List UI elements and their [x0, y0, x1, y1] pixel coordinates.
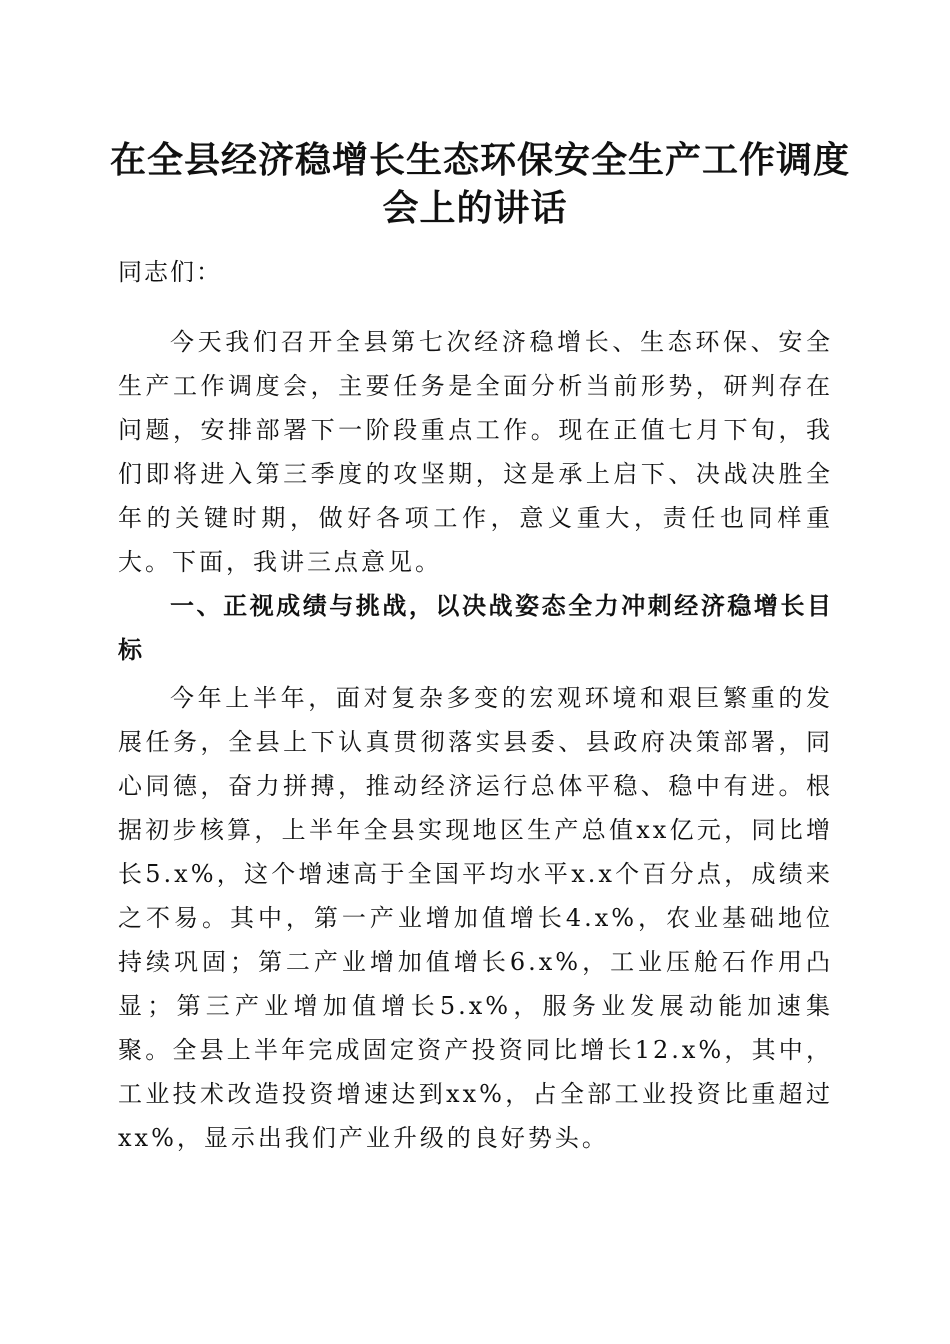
document-title-line2: 会上的讲话 — [382, 187, 568, 229]
paragraph-intro: 今天我们召开全县第七次经济稳增长、生态环保、安全生产工作调度会，主要任务是全面分析当前形势，研判存在问题，安排部署下一阶段重点工作。现在正值七月下旬，我们即将进入第三季度的攻坚期，这是承上启下、决战决胜全年的关键时期，做好各项工作，意义重大，责任也同样重大。下面，我讲三点意见。 — [118, 328, 833, 576]
section-heading-1: 一、正视成绩与挑战，以决战姿态全力冲刺经济稳增长目标 — [118, 591, 833, 664]
paragraph-achievements: 今年上半年，面对复杂多变的宏观环境和艰巨繁重的发展任务，全县上下认真贯彻落实县委、县政府决策部署，同心同德，奋力拼搏，推动经济运行总体平稳、稳中有进。根据初步核算，上半年全县实现地区生产总值xx亿元，同比增长5.x%，这个增速高于全国平均水平x.x个百分点，成绩来之不易。其中，第一产业增加值增长4.x%，农业基础地位持续巩固；第二产业增加值增长6.x%，工业压舱石作用凸显；第三产业增加值增长5.x%，服务业发展动能加速集聚。全县上半年完成固定资产投资同比增长12.x%，其中，工业技术改造投资增速达到xx%，占全部工业投资比重超过xx%，显示出我们产业升级的良好势头。 — [118, 684, 833, 1152]
greeting: 同志们： — [118, 258, 222, 286]
document-title-line1: 在全县经济稳增长生态环保安全生产工作调度 — [110, 139, 851, 181]
